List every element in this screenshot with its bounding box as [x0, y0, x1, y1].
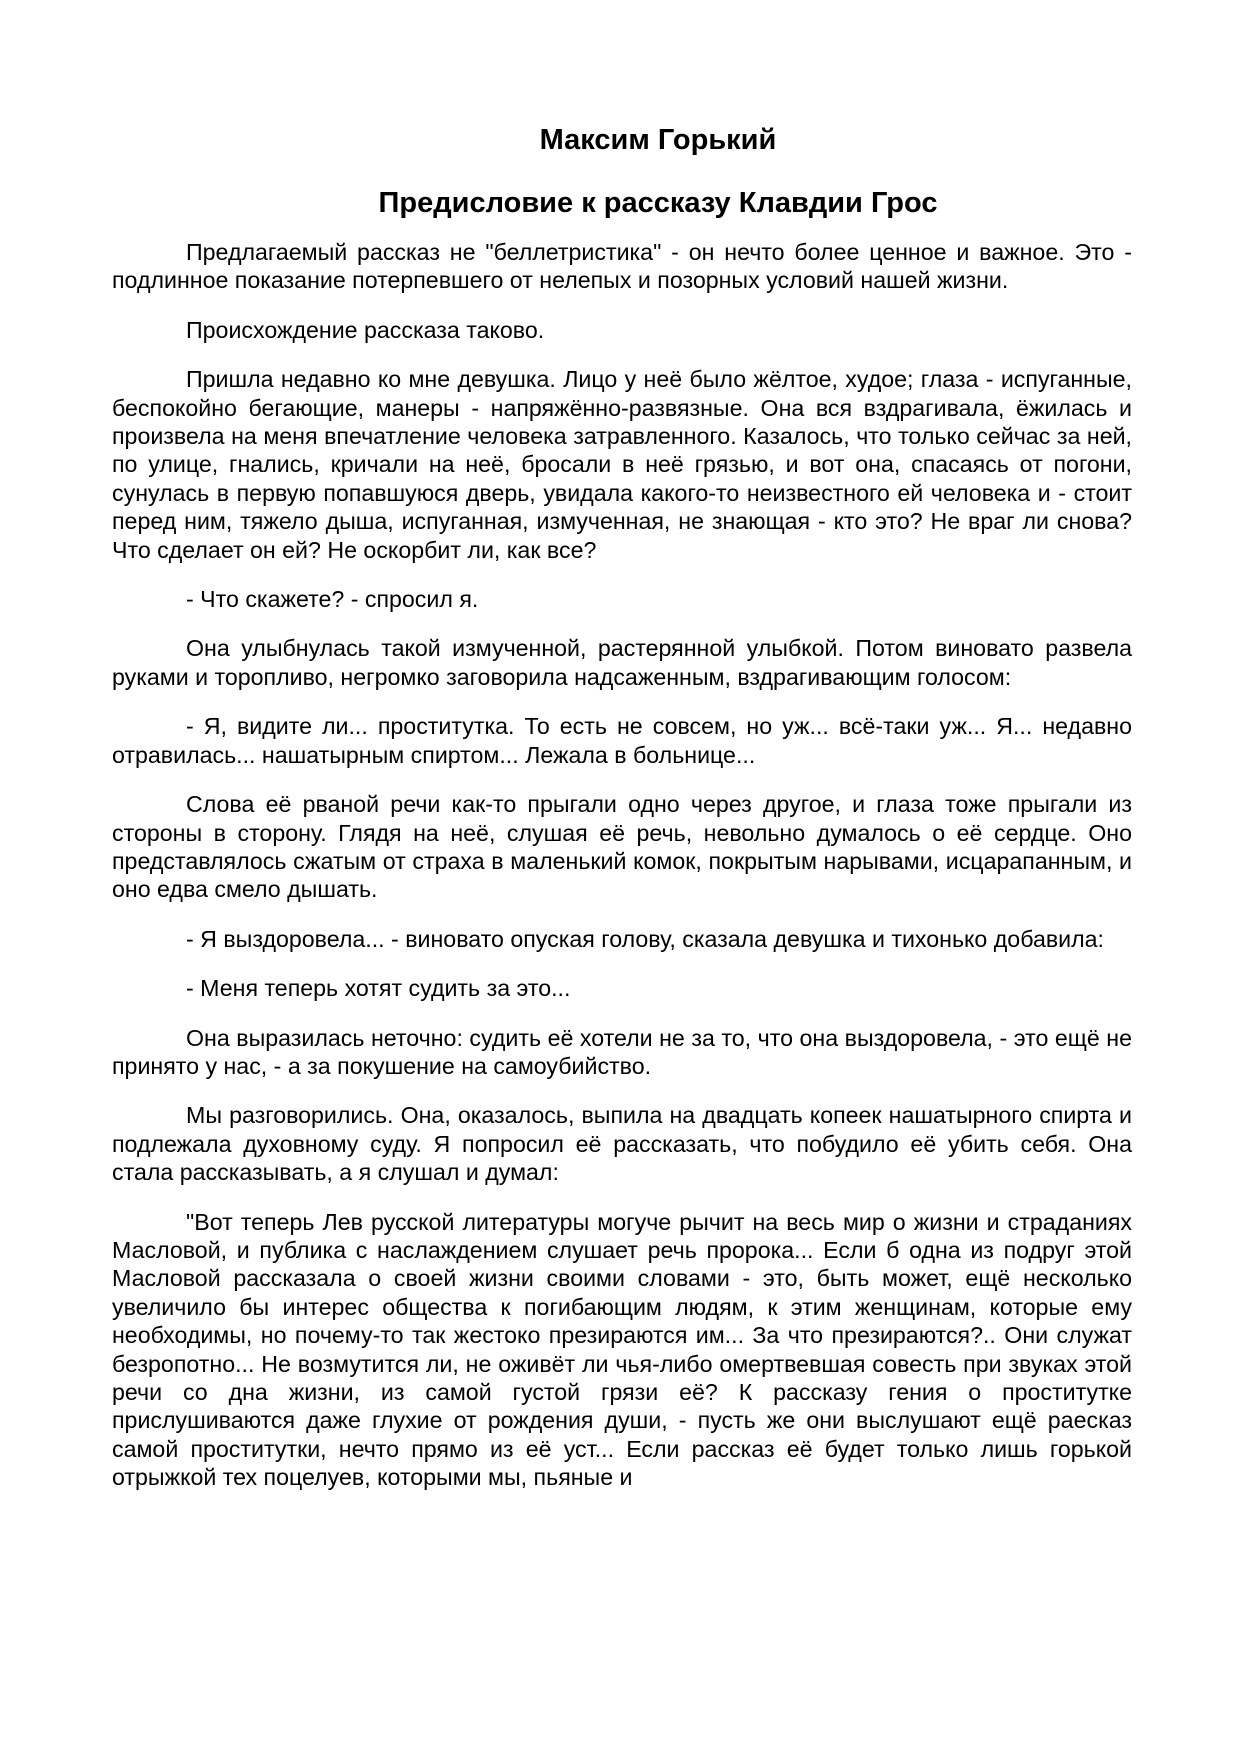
paragraph: - Что скажете? - спросил я.: [186, 586, 479, 613]
paragraph: Предлагаемый рассказ не "беллетристика" - он нечто более ценное и важное. Это - подлинное показание потерпевшего от нелепых и позорных условий нашей жизни.: [112, 239, 1132, 294]
paragraph: Она улыбнулась такой измученной, растерянной улыбкой. Потом виновато развела руками и торопливо, негромко заговорила надсаженным, вздрагивающим голосом:: [112, 635, 1132, 690]
paragraph: Слова её рваной речи как-то прыгали одно через другое, и глаза тоже прыгали из стороны в сторону. Глядя на неё, слушая её речь, невольно думалось о её сердце. Оно представлялось сжатым от страха в маленький комок, покрытым нарывами, исцарапанным, и оно едва смело дышать.: [112, 791, 1132, 903]
paragraph: Пришла недавно ко мне девушка. Лицо у неё было жёлтое, худое; глаза - испуганные, беспокойно бегающие, манеры - напряжённо-развязные. Она вся вздрагивала, ёжилась и произвела на меня впечатление человека затравленного. Казалось, что только сейчас за ней, по улице, гнались, кричали на неё, бросали в неё грязью, и вот она, спасаясь от погони, сунулась в первую попавшуюся дверь, увидала какого-то неизвестного ей человека и - стоит перед ним, тяжело дыша, испуганная, измученная, не знающая - кто это? Не враг ли снова? Что сделает он ей? Не оскорбит ли, как все?: [112, 366, 1132, 563]
paragraph: Она выразилась неточно: судить её хотели не за то, что она выздоровела, - это ещё не принято у нас, - а за покушение на самоубийство.: [112, 1024, 1132, 1079]
paragraph: Мы разговорились. Она, оказалось, выпила на двадцать копеек нашатырного спирта и подлежала духовному суду. Я попросил её рассказать, что побудило её убить себя. Она стала рассказывать, а я слушал и думал:: [112, 1102, 1132, 1186]
paragraph: - Я, видите ли... проститутка. То есть не совсем, но уж... всё-таки уж... Я... недавно отравилась... нашатырным спиртом... Лежала в больнице...: [112, 713, 1132, 768]
document-title: Предисловие к рассказу Клавдии Грос: [378, 187, 938, 219]
author-name: Максим Горький: [539, 124, 777, 156]
paragraph: - Меня теперь хотят судить за это...: [186, 975, 571, 1002]
document-body: [112, 238, 1132, 1492]
paragraph: - Я выздоровела... - виновато опуская голову, сказала девушка и тихонько добавила:: [186, 925, 1104, 952]
paragraph: "Вот теперь Лев русской литературы могуче рычит на весь мир о жизни и страданиях Масловой, и публика с наслаждением слушает речь пророка... Если б одна из подруг этой Масловой рассказала о своей жизни своими словами - это, быть может, ещё несколько увеличило бы интерес общества к погибающим людям, к этим женщинам, которые ему необходимы, но почему-то так жестоко презираются им... За что презираются?.. Они служат безропотно... Не возмутится ли, не оживёт ли чья-либо омертвевшая совесть при звуках этой речи со дна жизни, из самой густой грязи её? К рассказу гения о проститутке прислушиваются даже глухие от рождения души, - пусть же они выслушают ещё раесказ самой проститутки, нечто прямо из её уст... Если рассказ её будет только лишь горькой отрыжкой тех поцелуев, которыми мы, пьяные и: [112, 1208, 1132, 1491]
paragraph: Происхождение рассказа таково.: [186, 316, 545, 343]
